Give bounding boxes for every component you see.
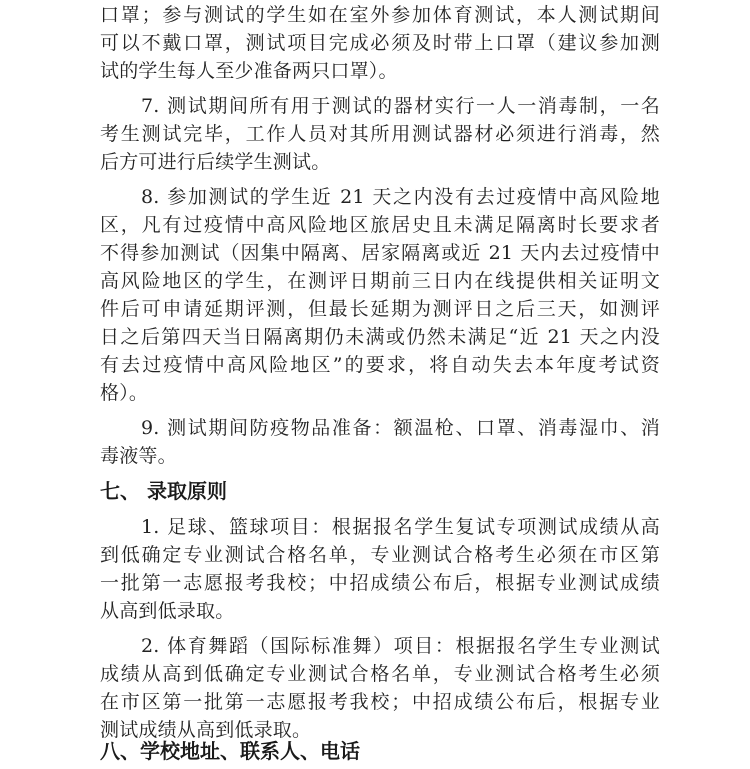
text-line: 7. 测试期间所有用于测试的器材实行一人一消毒制，一名	[141, 95, 660, 117]
text-line: 不得参加测试（因集中隔离、居家隔离或近 21 天内去过疫情中	[100, 242, 660, 264]
section-heading: 七、 录取原则	[100, 479, 227, 503]
text-line: 8. 参加测试的学生近 21 天之内没有去过疫情中高风险地	[141, 186, 660, 208]
section-heading: 八、学校地址、联系人、电话	[100, 739, 360, 763]
text-line: 口罩；参与测试的学生如在室外参加体育测试，本人测试期间	[100, 4, 660, 26]
text-line: 后方可进行后续学生测试。	[100, 151, 331, 173]
text-line: 格）。	[100, 382, 149, 404]
text-line: 2. 体育舞蹈（国际标准舞）项目：根据报名学生专业测试	[141, 635, 660, 657]
text-line: 1. 足球、篮球项目：根据报名学生复试专项测试成绩从高	[141, 516, 660, 538]
text-line: 有去过疫情中高风险地区”的要求，将自动失去本年度考试资	[100, 354, 660, 376]
text-line: 成绩从高到低确定专业测试合格名单，专业测试合格考生必须	[100, 663, 660, 685]
text-line: 到低确定专业测试合格名单，专业测试合格考生必须在市区第	[100, 544, 660, 566]
text-line: 测试成绩从高到低录取。	[100, 719, 312, 741]
text-line: 日之后第四天当日隔离期仍未满或仍然未满足“近 21 天之内没	[100, 326, 660, 348]
text-line: 件后可申请延期评测，但最长延期为测评日之后三天，如测评	[100, 298, 660, 320]
text-line: 区，凡有过疫情中高风险地区旅居史且未满足隔离时长要求者	[100, 214, 660, 236]
text-line: 可以不戴口罩，测试项目完成必须及时带上口罩（建议参加测	[100, 32, 660, 54]
text-line: 高风险地区的学生，在测评日期前三日内在线提供相关证明文	[100, 270, 660, 292]
text-line: 一批第一志愿报考我校；中招成绩公布后，根据专业测试成绩	[100, 572, 660, 594]
text-line: 毒液等。	[100, 445, 177, 467]
text-line: 试的学生每人至少准备两只口罩）。	[100, 60, 398, 82]
text-line: 从高到低录取。	[100, 600, 235, 622]
text-line: 9. 测试期间防疫物品准备：额温枪、口罩、消毒湿巾、消	[141, 417, 660, 439]
text-line: 在市区第一批第一志愿报考我校；中招成绩公布后，根据专业	[100, 691, 660, 713]
text-line: 考生测试完毕，工作人员对其所用测试器材必须进行消毒，然	[100, 123, 660, 145]
